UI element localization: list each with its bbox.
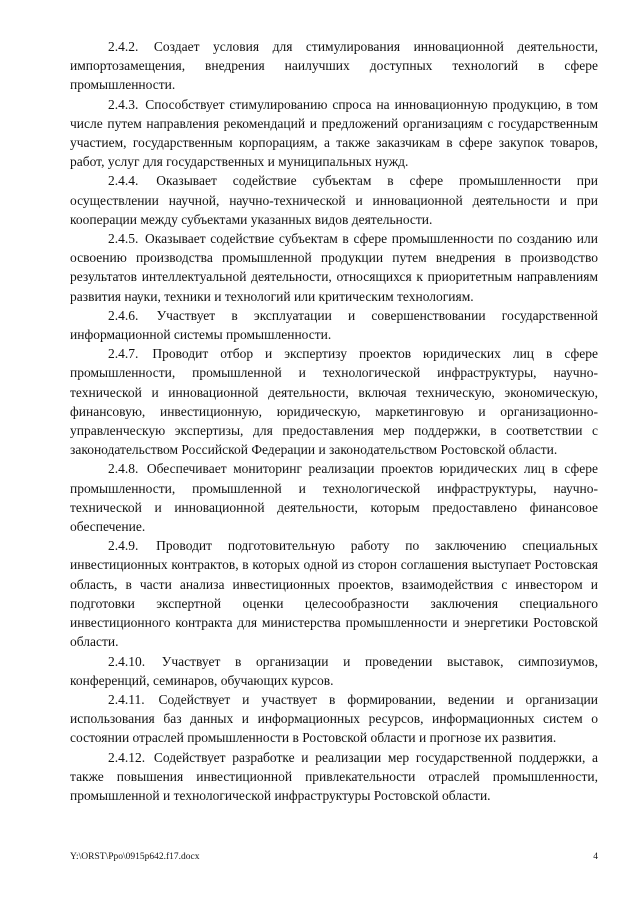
paragraph-number: 2.4.12. <box>108 749 146 765</box>
paragraph-text: Проводит подготовительную работу по заключению специальных инвестиционных контрактов, в которых одной из сторон соглашения выступает Ростовская область, в части анализа инвестиционных проектов, взаимодействия с инвестором и подготовки экспертной оценки целесообразности заключения специального инвестиционного контракта для министерства промышленности и энергетики Ростовской области. <box>70 538 599 650</box>
paragraph-2-4-4 <box>70 171 598 229</box>
page-number: 4 <box>593 852 598 862</box>
paragraph-number: 2.4.7. <box>108 346 139 362</box>
paragraph-number: 2.4.10. <box>108 653 146 669</box>
paragraph-number: 2.4.11. <box>108 691 145 707</box>
paragraph-2-4-8 <box>70 459 598 536</box>
paragraph-text: Оказывает содействие субъектам в сфере промышленности по созданию или освоению производства промышленной продукции путем внедрения в производство результатов интеллектуальной деятельности, относящихся к приоритетным направлениям развития науки, техники и технологий или критическим технологиям. <box>70 231 598 304</box>
paragraph-number: 2.4.9. <box>108 538 139 554</box>
paragraph-number: 2.4.6. <box>108 307 139 323</box>
paragraph-2-4-11 <box>70 690 598 748</box>
paragraph-text: Содействует и участвует в формировании, ведении и организации использования баз данных и информационных ресурсов, информационных систем о состоянии отраслей промышленности в Ростовской области и прогнозе их развития. <box>70 691 598 746</box>
paragraph-number: 2.4.2. <box>108 39 139 54</box>
paragraph-number: 2.4.3. <box>108 96 139 112</box>
paragraph-2-4-5 <box>70 229 598 306</box>
paragraph-text: Проводит отбор и экспертизу проектов юридических лиц в сфере промышленности, промышленной и технологической инфраструктуры, научно-технической и инновационной деятельности, включая техническую, экономическую, финансовую, инвестиционную, юридическую, маркетинговую и организационно-управленческую экспертизы, для предоставления мер поддержки, в соответствии с законодательством Российской Федерации и законодательством Ростовской области. <box>70 346 598 458</box>
paragraph-number: 2.4.8. <box>108 461 139 477</box>
paragraph-text: Участвует в эксплуатации и совершенствовании государственной информационной системы промышленности. <box>70 307 598 343</box>
paragraph-text: Обеспечивает мониторинг реализации проектов юридических лиц в сфере промышленности, промышленной и технологической инфраструктуры, научно-технической и инновационной деятельности, которым предоставлено финансовое обеспечение. <box>70 461 599 535</box>
paragraph-number: 2.4.5. <box>108 231 139 247</box>
paragraph-text: Оказывает содействие субъектам в сфере промышленности при осуществлении научной, научно-технической и инновационной деятельности и при кооперации между субъектами указанных видов деятельности. <box>70 173 598 227</box>
paragraph-2-4-9 <box>70 536 598 651</box>
paragraph-number: 2.4.4. <box>108 173 139 189</box>
paragraph-2-4-3 <box>70 95 598 172</box>
paragraph-text: Создает условия для стимулирования инновационной деятельности, импортозамещения, внедрения наилучших доступных технологий в сфере промышленности. <box>70 39 599 93</box>
paragraph-2-4-2 <box>70 37 598 95</box>
page-footer <box>70 852 598 862</box>
paragraph-2-4-12 <box>70 748 598 806</box>
footer-file-path: Y:\ORST\Ppo\0915p642.f17.docx <box>70 852 200 862</box>
paragraph-text: Способствует стимулированию спроса на инновационную продукцию, в том числе путем направления рекомендаций и предложений организациям с государственным участием, государственным корпорациям, а также заказчикам в сфере закупок товаров, работ, услуг для государственных и муниципальных нужд. <box>70 96 598 170</box>
paragraph-text: Участвует в организации и проведении выставок, симпозиумов, конференций, семинаров, обучающих курсов. <box>70 653 598 688</box>
paragraph-2-4-6 <box>70 306 598 344</box>
paragraph-2-4-7 <box>70 344 598 459</box>
document-page <box>70 37 598 805</box>
paragraph-text: Содействует разработке и реализации мер государственной поддержки, а также повышения инвестиционной привлекательности отраслей промышленности, промышленной и технологической инфраструктуры Ростовской области. <box>70 749 599 803</box>
paragraph-2-4-10 <box>70 652 598 690</box>
